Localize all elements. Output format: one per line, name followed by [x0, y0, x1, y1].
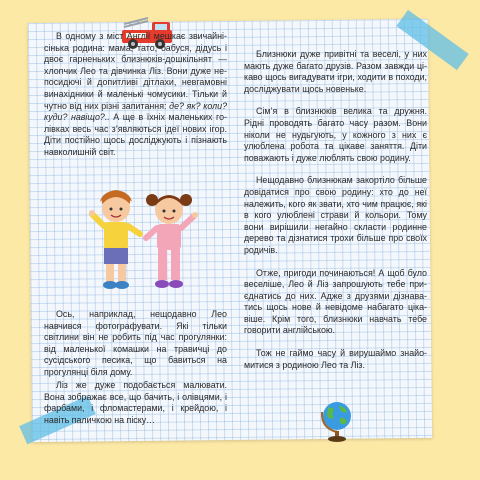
left-column-middle [44, 309, 227, 379]
paragraph-friends: Близнюки дуже привітні та веселі, у них мають дуже багато друзів. Разом завжди цікаво щось вигадувати ігри, ходити в походи, досліджувати щось новеньке. [244, 49, 427, 94]
paragraph-intro-questions: де? як? коли? куди? навіщо?.. [44, 100, 228, 123]
paragraph-family: Сім’я в близнюків велика та дружня. Рідні проводять багато часу разом. Вони ніколи не нудьгують, у кожного з них є улюблена робота та цікаве заняття. Діти поважають і дуже люблять свою родину. [244, 106, 427, 163]
paragraph-photo: Ось, наприклад, нещодавно Лео навчився фотографувати. Які тільки світлини він не робить під час прогулянки: від маленької комашки на травичці до сусідського песика, що бавиться на прогулянці біля дому. [44, 309, 227, 377]
left-column-top [44, 31, 227, 170]
paragraph-family-tree: Нещодавно близнюкам закортіло більше довідатися про свою родину: хто до неї належить, кого як звати, хто чим працює, які в кого улюблені страви й кольори. Тому вони вирішили негайно скласти родинне дерево та дізнатися трохи більше про своїх родичів. [244, 175, 427, 255]
paragraph-drawing: Ліз же дуже подобається малювати. Вона зображає все, що бачить, і олівцями, і фарбами, і фломастерами, і крейдою, і навіть паличкою на піску… [44, 380, 227, 425]
paragraph-invite: Тож не гаймо часу й вирушаймо знайомитися з родиною Лео та Ліз. [244, 348, 427, 370]
left-column-bottom [44, 380, 227, 426]
paragraph-intro [44, 31, 227, 159]
right-column [244, 49, 427, 382]
twins-illustration [86, 184, 206, 294]
globe-icon [318, 398, 356, 443]
paragraph-intro-text-b: А ще в їхніх маленьких голівках весь час з’являються ідеї нових ігор. Діти постійно щось досліджують і пізнають навколишній світ. [44, 112, 227, 157]
paragraph-adventure: Отже, пригоди починаються! А щоб було веселіше, Лео й Ліз запрошують тебе приєднатись до них. Адже з друзями дізнаватись щось нове й невідоме набагато цікавіше. Крім того, близнюки навчать тебе говорити англійською. [244, 267, 427, 336]
paragraph-intro-text-a: В одному з міст Англії мешкає звичайнісінька родина: мама, тато, бабуся, дідусь і двоє гарненьких близнюків-дошкільнят — хлопчик Лео та дівчинка Ліз. Вони дуже непосидючі й допитливі дітлахи, невгамовні винахідники й маленькі чомусики. Тільки й чутно від них різні запитання: [44, 31, 227, 111]
